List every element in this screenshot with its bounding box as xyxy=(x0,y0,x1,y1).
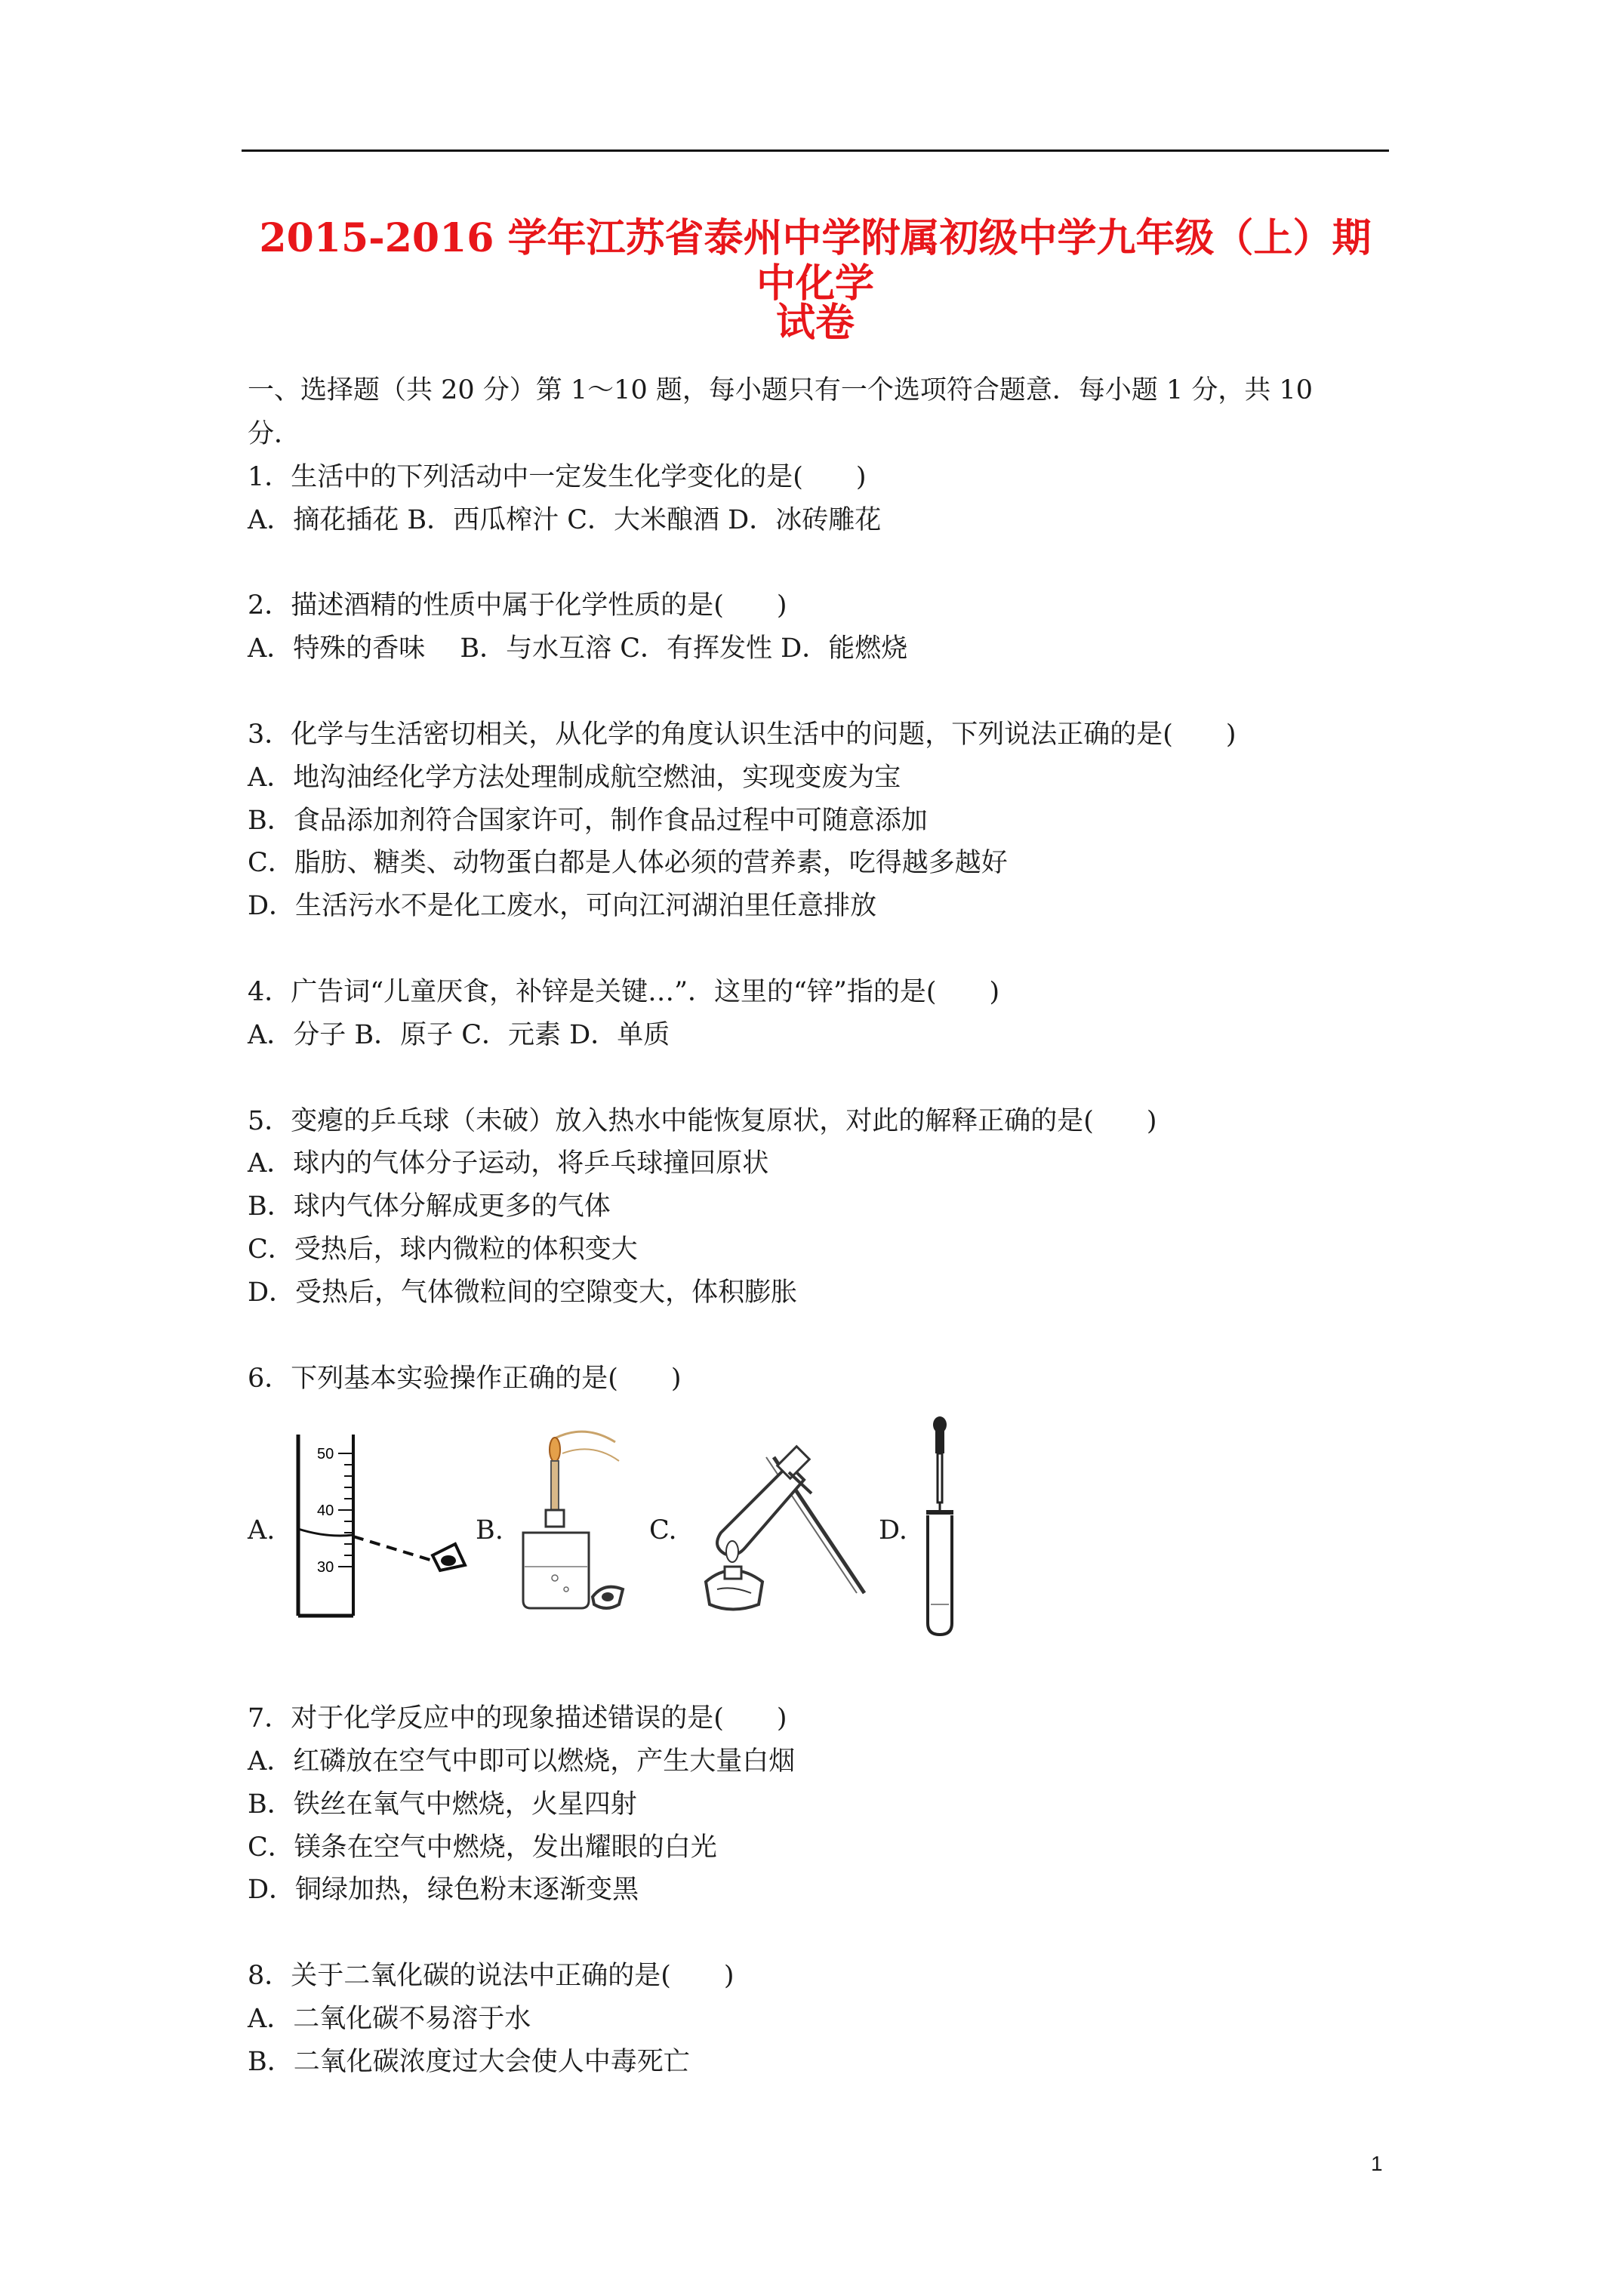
document-title-line-1: 2015-2016 学年江苏省泰州中学附属初级中学九年级（上）期中化学 xyxy=(259,215,1372,307)
q2-stem: 2．描述酒精的性质中属于化学性质的是( ) xyxy=(248,590,787,621)
q3-option-b: B．食品添加剂符合国家许可，制作食品过程中可随意添加 xyxy=(248,806,928,836)
document-title-line-2: 试卷 xyxy=(775,300,855,346)
q6-stem: 6．下列基本实验操作正确的是( ) xyxy=(248,1364,682,1394)
heating-test-tube-figure xyxy=(691,1435,872,1616)
q4-stem: 4．广告词“儿童厌食，补锌是关键…”．这里的“锌”指的是( ) xyxy=(248,977,1000,1007)
q7-option-d: D．铜绿加热，绿色粉末逐渐变黑 xyxy=(248,1875,639,1905)
cylinder-tick-label: 30 xyxy=(317,1559,334,1576)
cylinder-tick-label: 40 xyxy=(317,1502,334,1519)
q5-option-b: B．球内气体分解成更多的气体 xyxy=(248,1191,611,1222)
q5-stem: 5．变瘪的乒乓球（未破）放入热水中能恢复原状，对此的解释正确的是( ) xyxy=(248,1106,1157,1136)
q8-stem: 8．关于二氧化碳的说法中正确的是( ) xyxy=(248,1961,735,1991)
q3-stem: 3．化学与生活密切相关，从化学的角度认识生活中的问题，下列说法正确的是( ) xyxy=(248,720,1236,750)
cylinder-tick-label: 50 xyxy=(317,1446,334,1462)
q5-option-d: D．受热后，气体微粒间的空隙变大，体积膨胀 xyxy=(248,1277,798,1308)
q6-label-d: D. xyxy=(879,1515,907,1546)
q4-options: A．分子 B．原子 C．元素 D．单质 xyxy=(248,1020,670,1050)
graduated-cylinder-reading-figure xyxy=(285,1431,497,1627)
q7-stem: 7．对于化学反应中的现象描述错误的是( ) xyxy=(248,1703,787,1734)
q3-option-a: A．地沟油经化学方法处理制成航空燃油，实现变废为宝 xyxy=(248,763,901,793)
q7-option-a: A．红磷放在空气中即可以燃烧，产生大量白烟 xyxy=(248,1746,796,1777)
q6-label-a: A. xyxy=(248,1515,276,1546)
q5-option-a: A．球内的气体分子运动，将乒乓球撞回原状 xyxy=(248,1148,769,1179)
q3-option-d: D．生活污水不是化工废水，可向江河湖泊里任意排放 xyxy=(248,891,877,921)
alcohol-lamp-figure xyxy=(510,1427,638,1623)
q1-options: A．摘花插花 B．西瓜榨汁 C．大米酿酒 D．冰砖雕花 xyxy=(248,505,882,535)
q2-options: A．特殊的香味 B．与水互溶 C．有挥发性 D．能燃烧 xyxy=(248,633,908,664)
q6-label-c: C. xyxy=(649,1515,677,1546)
q8-option-b: B．二氧化碳浓度过大会使人中毒死亡 xyxy=(248,2047,690,2077)
q6-label-b: B. xyxy=(476,1515,504,1546)
q7-option-c: C．镁条在空气中燃烧，发出耀眼的白光 xyxy=(248,1832,717,1863)
header-rule xyxy=(242,149,1389,152)
q5-option-c: C．受热后，球内微粒的体积变大 xyxy=(248,1234,638,1265)
dropper-test-tube-figure xyxy=(910,1416,970,1642)
q8-option-a: A．二氧化碳不易溶于水 xyxy=(248,2004,531,2034)
q1-stem: 1．生活中的下列活动中一定发生化学变化的是( ) xyxy=(248,462,867,492)
q3-option-c: C．脂肪、糖类、动物蛋白都是人体必须的营养素，吃得越多越好 xyxy=(248,848,1008,878)
section-heading-line-2: 分． xyxy=(248,419,301,449)
q7-option-b: B．铁丝在氧气中燃烧，火星四射 xyxy=(248,1789,637,1820)
page-number: 1 xyxy=(1371,2152,1383,2175)
section-heading-line-1: 一、选择题（共 20 分）第 1～10 题，每小题只有一个选项符合题意．每小题 1 分，共 10 xyxy=(248,375,1313,405)
